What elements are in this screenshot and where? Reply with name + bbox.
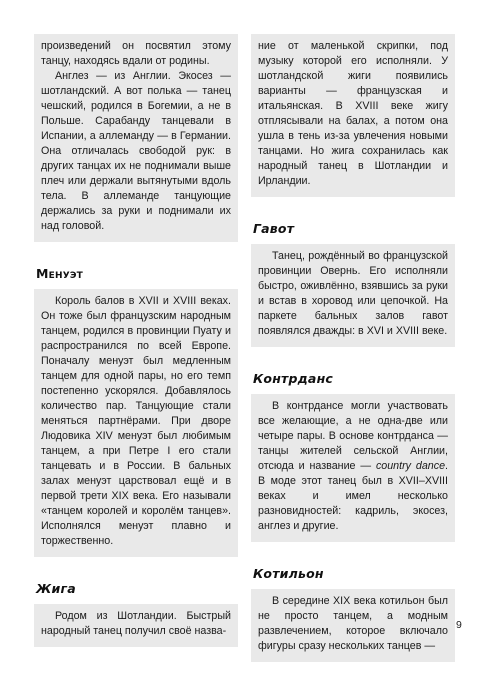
right-column (251, 34, 455, 677)
section-text-minuet (34, 289, 238, 557)
section-text-jig (34, 604, 238, 647)
section-heading-minuet: Менуэт (36, 266, 84, 281)
intro-text-box-right (251, 34, 455, 197)
section-text-gavotte (251, 244, 455, 347)
paragraph: Родом из Шотландии. Быстрый народный танец получил своё назва- (41, 610, 231, 637)
paragraph: произведений он посвятил этому танцу, находясь вдали от родины. (41, 40, 231, 67)
paragraph: Король балов в XVII и XVIII веках. Он тоже был французским народным танцем, родился в провинции Пуату и распространился по всей Европе. Поначалу менуэт был медленным танцем для одной пары, но его темп постепенно ускорялся. Добавлялось количество пар. Танцующие стали меняться партнёрами. При дворе Людовика XIV менуэт был любимым танцем, а при Петре I его стали танцевать и в России. В бальных залах менуэт царствовал ещё и в первой трети XIX века. Его называли «танцем королей и королём танцев». Исполнялся менуэт плавно и торжественно. (41, 295, 231, 547)
section-heading-cotillion: Котильон (253, 566, 324, 581)
page-number: 9 (456, 619, 462, 631)
left-column (34, 34, 238, 662)
paragraph: В середине XIX века котильон был не просто танцем, а модным развлечением, которое включало фигуры сразу нескольких танцев — (258, 595, 448, 652)
paragraph (258, 399, 448, 534)
text-run: . В моде этот танец был в XVII–XVIII веках и имел несколько разновидностей: кадриль, экосез, англез и другие. (258, 460, 448, 532)
paragraph: ние от маленькой скрипки, под музыку которой его исполняли. У шотландской жиги появились варианты — французская и итальянская. В XVIII веке жигу отплясывали на балах, а потом она ушла в тень из-за увлечения новыми танцами. Но жига сохранилась как народный танец в Шотландии и Ирландии. (258, 40, 448, 187)
section-heading-gavotte: Гавот (253, 221, 295, 236)
section-text-cotillion (251, 589, 455, 662)
paragraph: Англез — из Англии. Экосез — шотландский. А вот полька — танец чешский, родился в Богемии, а не в Польше. Сарабанду танцевали в Испании, а аллеманду — в Германии. Она отличалась свободой рук: в других танцах их не поднимали выше плеч или держали вытянутыми вдоль тела. В аллеманде танцующие держались за руки и поднимали их над головой. (41, 70, 231, 232)
emphasized-term: country dance (375, 460, 446, 472)
section-text-contredanse (251, 394, 455, 542)
section-heading-jig: Жига (36, 581, 76, 596)
text-run: В контрдансе могли участвовать все желающие, а не одна-две или четыре пары. В основе контрданса — танцы жителей сельской Англии, отсюда и название — (258, 400, 448, 472)
paragraph: Танец, рождённый во французской провинции Овернь. Его исполняли быстро, оживлённо, взявшись за руки и встав в хоровод или цепочкой. На паркете бальных залов гавот появлялся дважды: в XVI и XVIII веке. (258, 250, 448, 337)
intro-text-box-left (34, 34, 238, 242)
section-heading-contredanse: Контрданс (253, 371, 334, 386)
